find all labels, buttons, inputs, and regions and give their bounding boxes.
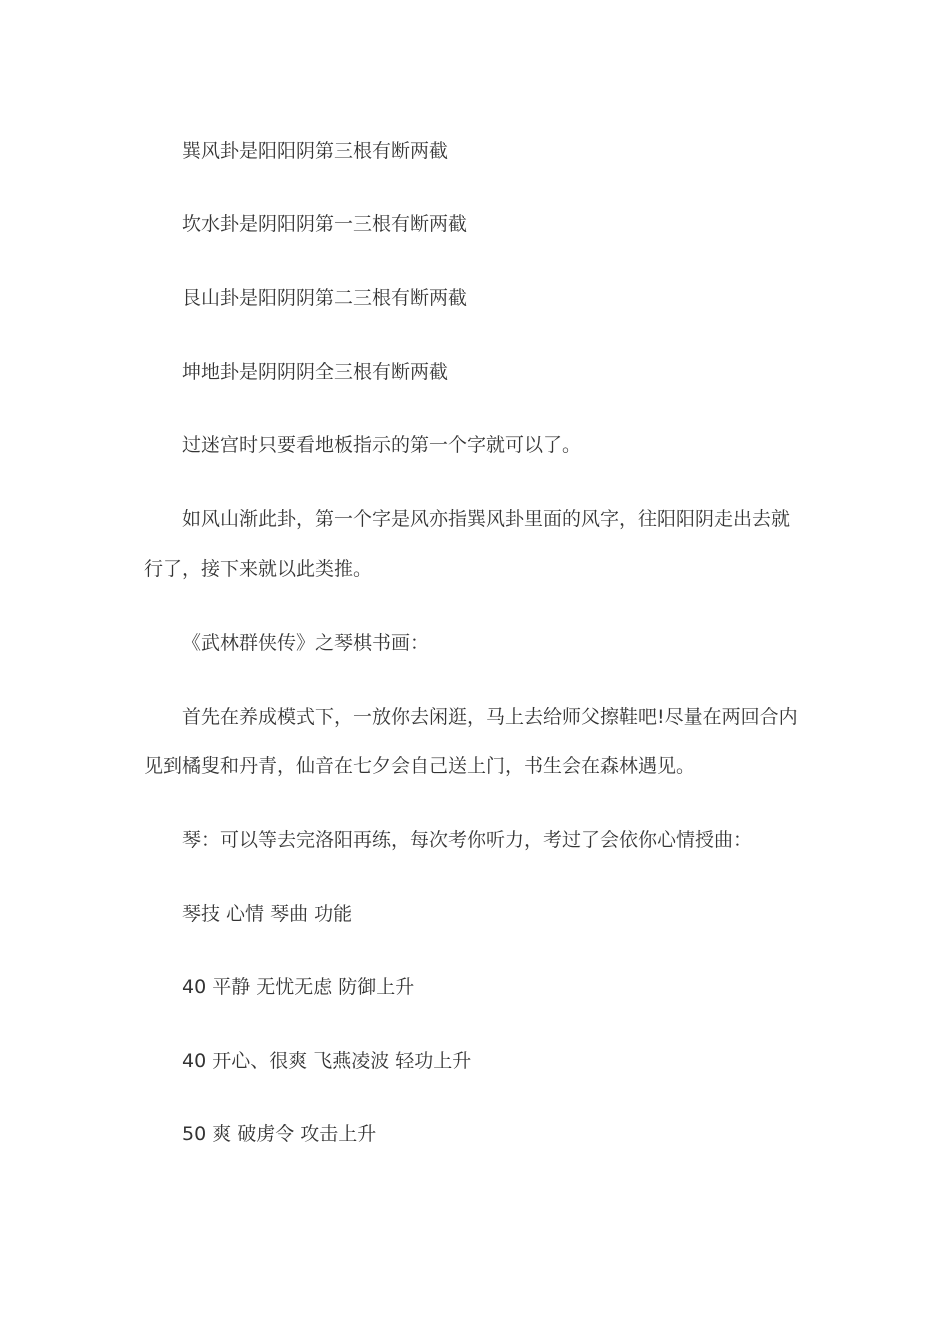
paragraph-line: 过迷宫时只要看地板指示的第一个字就可以了。 <box>182 434 582 456</box>
table-row-line: 40 开心、很爽 飞燕凌波 轻功上升 <box>182 1050 472 1072</box>
paragraph-line-continuation: 见到橘叟和丹青，仙音在七夕会自己送上门，书生会在森林遇见。 <box>144 755 696 777</box>
paragraph-line: 艮山卦是阳阴阴第二三根有断两截 <box>182 287 468 309</box>
table-row-line: 40 平静 无忧无虑 防御上升 <box>182 976 415 998</box>
table-header-line: 琴技 心情 琴曲 功能 <box>182 903 353 925</box>
paragraph-line: 坎水卦是阴阳阴第一三根有断两截 <box>182 213 468 235</box>
paragraph-line: 巽风卦是阳阳阴第三根有断两截 <box>182 140 449 162</box>
section-heading: 《武林群侠传》之琴棋书画： <box>182 632 430 654</box>
paragraph-line: 坤地卦是阴阴阴全三根有断两截 <box>182 361 449 383</box>
paragraph-line-continuation: 行了，接下来就以此类推。 <box>144 558 373 580</box>
paragraph-line: 如风山渐此卦，第一个字是风亦指巽风卦里面的风字，往阳阳阴走出去就 <box>182 508 791 530</box>
table-row-line: 50 爽 破虏令 攻击上升 <box>182 1123 377 1145</box>
paragraph-line: 首先在养成模式下，一放你去闲逛，马上去给师父擦鞋吧!尽量在两回合内 <box>182 706 798 728</box>
paragraph-line: 琴：可以等去完洛阳再练，每次考你听力，考过了会依你心情授曲： <box>182 829 753 851</box>
